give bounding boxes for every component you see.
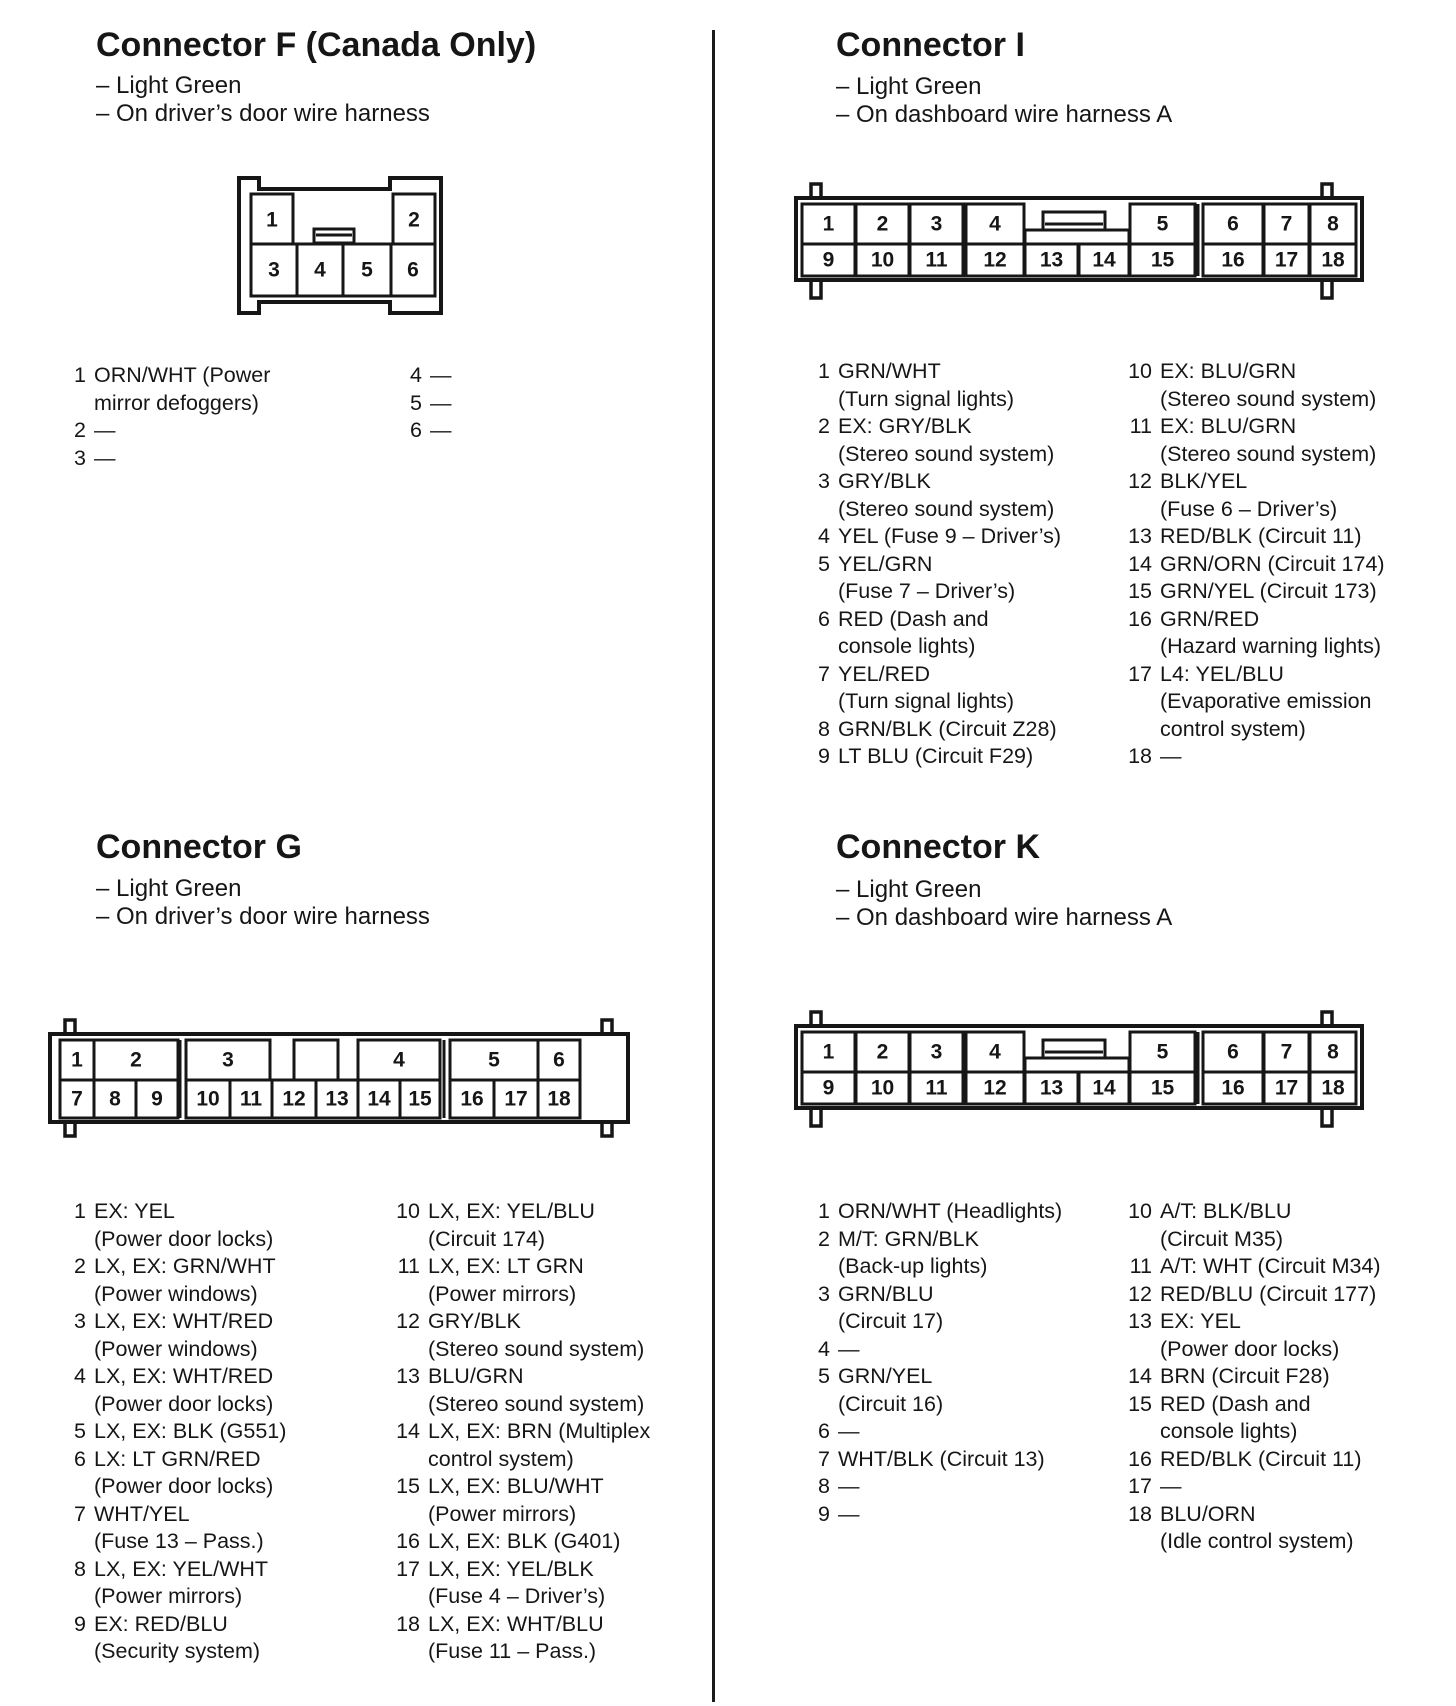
pin-description: — — [94, 445, 116, 470]
connector-i-title: Connector I — [836, 26, 1025, 64]
pin-number: 13 — [1128, 1309, 1152, 1333]
connector-i-label-16: 16 — [1221, 248, 1245, 272]
connector-g-label-11: 11 — [239, 1087, 263, 1111]
pin-number: 17 — [1128, 661, 1152, 686]
connector-g-label-4: 4 — [393, 1048, 405, 1072]
connector-k-pins-col1 — [800, 1198, 1100, 1528]
pin-number: 2 — [74, 418, 86, 442]
connector-i-label-8: 8 — [1327, 212, 1339, 236]
pin-number: 14 — [1128, 551, 1152, 576]
pin-number: 5 — [818, 1364, 830, 1388]
pin-description: LX, EX: BLU/WHT (Power mirrors) — [428, 1474, 604, 1526]
pin-entry — [800, 1418, 1100, 1446]
pin-number: 14 — [396, 1419, 420, 1443]
pin-description: RED/BLK (Circuit 11) — [1160, 1446, 1362, 1471]
pin-description: — — [838, 1474, 860, 1498]
pin-entry — [1122, 1501, 1442, 1556]
connector-g-label-1: 1 — [71, 1048, 83, 1072]
pin-number: 7 — [818, 1446, 830, 1471]
pin-number: 14 — [1128, 1364, 1152, 1388]
pin-description: GRN/BLK (Circuit Z28) — [838, 716, 1057, 741]
pin-number: 3 — [74, 1309, 86, 1333]
pin-description: LX, EX: WHT/BLU (Fuse 11 – Pass.) — [428, 1611, 604, 1663]
pin-number: 7 — [74, 1501, 86, 1526]
pin-number: 18 — [1128, 1501, 1152, 1526]
pin-description: EX: BLU/GRN (Stereo sound system) — [1160, 359, 1377, 411]
pin-description: LX, EX: BLK (G551) — [94, 1419, 287, 1443]
pin-entry — [800, 1281, 1100, 1336]
pin-number: 3 — [818, 1281, 830, 1306]
pin-number: 1 — [818, 1199, 830, 1223]
pin-number: 11 — [397, 1254, 420, 1278]
connector-i-label-11: 11 — [925, 248, 948, 272]
connector-g-label-5: 5 — [488, 1048, 500, 1072]
pin-number: 9 — [818, 1501, 830, 1526]
pin-description: LX, EX: BRN (Multiplex control system) — [428, 1419, 651, 1471]
pin-number: 10 — [1128, 1199, 1152, 1223]
pin-description: YEL/GRN (Fuse 7 – Driver’s) — [838, 551, 1016, 603]
connector-g-label-13: 13 — [325, 1087, 349, 1111]
connector-g-label-15: 15 — [408, 1087, 432, 1111]
pin-description: BRN (Circuit F28) — [1160, 1364, 1330, 1388]
pin-description: — — [430, 418, 452, 442]
connector-i-label-18: 18 — [1321, 248, 1345, 272]
pin-number: 15 — [396, 1474, 420, 1498]
pin-entry — [800, 1336, 1100, 1364]
pin-entry — [1122, 1198, 1442, 1253]
connector-i-label-5: 5 — [1156, 212, 1169, 236]
pin-number: 17 — [396, 1556, 420, 1581]
pin-entry — [1122, 1253, 1442, 1281]
pin-description: A/T: WHT (Circuit M34) — [1160, 1254, 1381, 1278]
pin-number: 3 — [818, 469, 830, 493]
pin-number: 10 — [1128, 359, 1152, 383]
pin-number: 16 — [1128, 606, 1152, 631]
pin-entry — [1122, 1446, 1442, 1474]
connector-k-location: – On dashboard wire harness A — [836, 904, 1173, 931]
pin-number: 12 — [1128, 469, 1152, 493]
pin-entry — [1122, 1363, 1442, 1391]
connector-i-label-12: 12 — [983, 248, 1007, 272]
pin-description: WHT/YEL (Fuse 13 – Pass.) — [94, 1501, 264, 1553]
pin-description: LX, EX: YEL/BLU (Circuit 174) — [428, 1199, 595, 1251]
pin-number: 1 — [74, 363, 86, 387]
connector-k-label-9: 9 — [822, 1076, 835, 1100]
pin-description: LX, EX: GRN/WHT (Power windows) — [94, 1254, 276, 1306]
pin-description: LX, EX: LT GRN (Power mirrors) — [428, 1254, 584, 1306]
connector-k-label-5: 5 — [1156, 1040, 1169, 1064]
connector-f-label-6: 6 — [407, 258, 419, 282]
connector-f-location: – On driver’s door wire harness — [96, 100, 430, 127]
connector-k-diagram — [792, 1008, 1372, 1138]
pin-number: 4 — [818, 524, 830, 548]
pin-number: 2 — [74, 1254, 86, 1278]
pin-entry — [1122, 1281, 1442, 1309]
pin-number: 13 — [1128, 524, 1152, 548]
pin-description: — — [838, 1419, 860, 1443]
connector-k-label-3: 3 — [930, 1040, 943, 1064]
pin-description: WHT/BLK (Circuit 13) — [838, 1446, 1045, 1471]
connector-i-label-2: 2 — [876, 212, 889, 236]
connector-i-location: – On dashboard wire harness A — [836, 101, 1173, 128]
connector-f-label-2: 2 — [408, 208, 420, 232]
pin-description: GRN/WHT (Turn signal lights) — [838, 359, 1015, 411]
pin-description: RED/BLK (Circuit 11) — [1160, 524, 1362, 548]
connector-k-label-6: 6 — [1227, 1040, 1239, 1064]
pin-description: L4: YEL/BLU (Evaporative emission control system) — [1160, 661, 1372, 741]
connector-i-label-9: 9 — [822, 248, 835, 272]
pin-description: LX, EX: WHT/RED (Power windows) — [94, 1309, 274, 1361]
connector-g-color: – Light Green — [96, 875, 242, 902]
connector-k-title: Connector K — [836, 828, 1040, 866]
pin-number: 1 — [74, 1199, 86, 1223]
pin-entry — [800, 1198, 1100, 1226]
pin-description: YEL/RED (Turn signal lights) — [838, 661, 1015, 713]
connector-i-label-3: 3 — [930, 212, 943, 236]
pin-description: M/T: GRN/BLK (Back-up lights) — [838, 1226, 988, 1278]
pin-description: A/T: BLK/BLU (Circuit M35) — [1160, 1199, 1292, 1251]
pin-number: 2 — [818, 1226, 830, 1251]
pin-number: 6 — [818, 606, 830, 631]
pin-description: — — [430, 363, 452, 387]
pin-number: 10 — [396, 1199, 420, 1223]
pin-number: 8 — [818, 1474, 830, 1498]
pin-number: 1 — [818, 359, 830, 383]
pin-number: 18 — [1128, 744, 1152, 768]
connector-g-location: – On driver’s door wire harness — [96, 903, 430, 930]
connector-g-label-2: 2 — [130, 1048, 142, 1072]
connector-f-label-4: 4 — [314, 258, 326, 282]
pin-number: 3 — [74, 445, 86, 470]
pin-entry — [1122, 1308, 1442, 1363]
connector-g-title: Connector G — [96, 828, 302, 866]
pin-description: BLU/GRN (Stereo sound system) — [428, 1364, 645, 1416]
pin-entry — [1122, 1391, 1442, 1446]
pin-number: 9 — [74, 1611, 86, 1636]
connector-g-label-10: 10 — [196, 1087, 220, 1111]
pin-number: 4 — [818, 1336, 830, 1361]
connector-i-label-7: 7 — [1280, 212, 1293, 236]
pin-description: LX, EX: BLK (G401) — [428, 1529, 621, 1553]
pin-description: — — [1160, 1474, 1182, 1498]
pin-description: GRN/YEL (Circuit 173) — [1160, 579, 1377, 603]
connector-g-label-9: 9 — [151, 1087, 163, 1111]
connector-k-label-1: 1 — [822, 1040, 835, 1064]
pin-description: EX: YEL (Power door locks) — [94, 1199, 274, 1251]
pin-description: EX: BLU/GRN (Stereo sound system) — [1160, 414, 1377, 466]
pin-number: 2 — [818, 414, 830, 438]
connector-k-pins-col2 — [1122, 1198, 1442, 1556]
pin-number: 13 — [396, 1364, 420, 1388]
connector-i-color: – Light Green — [836, 73, 982, 100]
pin-description: GRY/BLK (Stereo sound system) — [428, 1309, 645, 1361]
pin-number: 9 — [818, 744, 830, 768]
pin-description: GRN/BLU (Circuit 17) — [838, 1281, 944, 1333]
pin-entry — [1122, 1473, 1442, 1501]
pin-number: 11 — [1129, 1254, 1152, 1278]
pin-description: RED/BLU (Circuit 177) — [1160, 1281, 1377, 1306]
pin-number: 8 — [74, 1556, 86, 1581]
pin-description: YEL (Fuse 9 – Driver’s) — [838, 524, 1062, 548]
pin-description: ORN/WHT (Power mirror defoggers) — [94, 363, 271, 415]
pin-description: — — [838, 1501, 860, 1526]
connector-k-label-10: 10 — [870, 1076, 895, 1100]
connector-i-label-6: 6 — [1227, 212, 1239, 236]
connector-k-label-7: 7 — [1280, 1040, 1293, 1064]
pin-entry — [800, 1473, 1100, 1501]
pin-description: LT BLU (Circuit F29) — [838, 744, 1034, 768]
pin-number: 12 — [1128, 1281, 1152, 1306]
pin-number: 6 — [74, 1446, 86, 1471]
pin-description: GRN/ORN (Circuit 174) — [1160, 551, 1385, 576]
connector-i-label-4: 4 — [989, 212, 1001, 236]
pin-number: 5 — [74, 1419, 86, 1443]
connector-k-label-11: 11 — [925, 1076, 948, 1100]
connector-g-label-8: 8 — [109, 1087, 121, 1111]
connector-k-label-2: 2 — [876, 1040, 889, 1064]
pin-number: 5 — [818, 551, 830, 576]
connector-i-label-10: 10 — [870, 248, 895, 272]
pin-entry — [800, 1226, 1100, 1281]
pin-number: 16 — [396, 1529, 420, 1553]
pin-entry — [800, 1363, 1100, 1418]
pin-description: BLU/ORN (Idle control system) — [1160, 1501, 1354, 1553]
pin-description: RED (Dash and console lights) — [1160, 1391, 1311, 1443]
pin-number: 7 — [818, 661, 830, 686]
connector-g-label-12: 12 — [282, 1087, 306, 1111]
connector-k-label-15: 15 — [1150, 1076, 1175, 1100]
pin-number: 6 — [818, 1419, 830, 1443]
pin-number: 15 — [1128, 1391, 1152, 1416]
connector-k-label-12: 12 — [983, 1076, 1007, 1100]
pin-description: — — [1160, 744, 1182, 768]
pin-description: BLK/YEL (Fuse 6 – Driver’s) — [1160, 469, 1338, 521]
connector-g-label-17: 17 — [504, 1087, 528, 1111]
connector-f-label-3: 3 — [268, 258, 280, 282]
connector-g-label-7: 7 — [71, 1087, 83, 1111]
connector-k-label-13: 13 — [1039, 1076, 1064, 1100]
connector-i-label-17: 17 — [1274, 248, 1299, 272]
connector-k-label-4: 4 — [989, 1040, 1001, 1064]
pin-number: 5 — [410, 390, 422, 415]
connector-f-title: Connector F (Canada Only) — [96, 26, 537, 64]
connector-k-label-8: 8 — [1327, 1040, 1339, 1064]
pin-description: EX: RED/BLU (Security system) — [94, 1611, 261, 1663]
connector-g-label-18: 18 — [547, 1087, 571, 1111]
pin-number: 6 — [410, 418, 422, 442]
pin-number: 17 — [1128, 1474, 1152, 1498]
pin-description: — — [430, 390, 452, 415]
pin-description: LX, EX: YEL/WHT (Power mirrors) — [94, 1556, 269, 1608]
pin-number: 12 — [396, 1309, 420, 1333]
pin-description: RED (Dash and console lights) — [838, 606, 989, 658]
connector-k-label-18: 18 — [1321, 1076, 1345, 1100]
connector-i-label-15: 15 — [1150, 248, 1175, 272]
pin-description: EX: GRY/BLK (Stereo sound system) — [838, 414, 1055, 466]
connector-k-color: – Light Green — [836, 876, 982, 903]
pin-description: GRN/YEL (Circuit 16) — [838, 1364, 944, 1416]
pin-description: LX: LT GRN/RED (Power door locks) — [94, 1446, 274, 1498]
pin-description: — — [838, 1336, 860, 1361]
pin-description: GRY/BLK (Stereo sound system) — [838, 469, 1055, 521]
pin-description: LX, EX: WHT/RED (Power door locks) — [94, 1364, 274, 1416]
pin-number: 4 — [74, 1364, 86, 1388]
connector-f-color: – Light Green — [96, 72, 242, 99]
connector-i-label-13: 13 — [1039, 248, 1064, 272]
pin-number: 18 — [396, 1611, 420, 1636]
pin-number: 11 — [1129, 414, 1152, 438]
pin-number: 8 — [818, 716, 830, 741]
connector-g-label-3: 3 — [222, 1048, 234, 1072]
connector-k-label-16: 16 — [1221, 1076, 1245, 1100]
pin-number: 4 — [410, 363, 422, 387]
pin-description: GRN/RED (Hazard warning lights) — [1160, 606, 1382, 658]
pin-description: EX: YEL (Power door locks) — [1160, 1309, 1340, 1361]
connector-k-label-14: 14 — [1092, 1076, 1116, 1100]
connector-g-label-16: 16 — [460, 1087, 484, 1111]
pin-entry — [800, 1501, 1100, 1529]
connector-i-label-14: 14 — [1092, 248, 1116, 272]
connector-i-label-1: 1 — [822, 212, 835, 236]
connector-k-label-17: 17 — [1274, 1076, 1299, 1100]
connector-g-label-6: 6 — [553, 1048, 565, 1072]
pin-description: LX, EX: YEL/BLK (Fuse 4 – Driver’s) — [428, 1556, 606, 1608]
connector-f-label-1: 1 — [266, 208, 278, 232]
pin-number: 15 — [1128, 579, 1152, 603]
pin-description: ORN/WHT (Headlights) — [838, 1199, 1063, 1223]
pin-description: — — [94, 418, 116, 442]
pin-entry — [800, 1446, 1100, 1474]
connector-f-label-5: 5 — [361, 258, 373, 282]
pin-number: 16 — [1128, 1446, 1152, 1471]
connector-g-label-14: 14 — [367, 1087, 391, 1111]
